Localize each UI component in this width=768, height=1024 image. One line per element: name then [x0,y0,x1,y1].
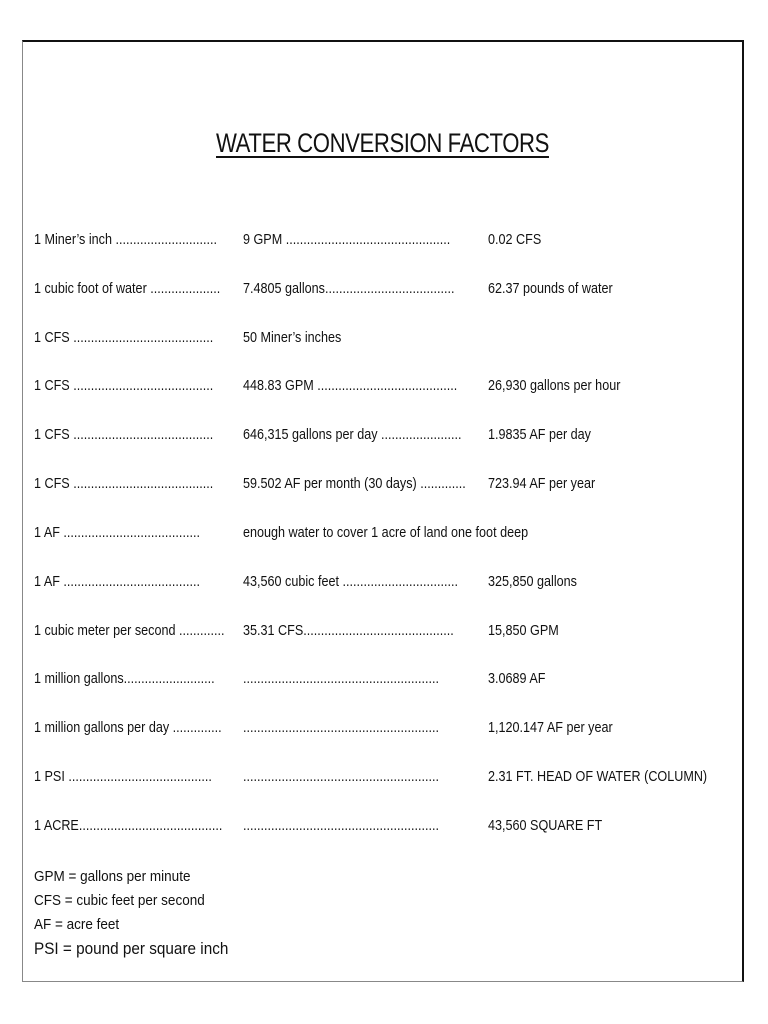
row-unit: 1 cubic foot of water .................... [34,280,221,297]
table-row [23,280,742,300]
row-equivalent: 9 GPM ............................................... [243,231,451,248]
table-row [23,329,742,349]
table-row [23,573,742,593]
row-equivalent-alt: 0.02 CFS [488,231,542,248]
row-unit: 1 ACRE......................................... [34,817,223,834]
row-unit: 1 cubic meter per second ............. [34,622,225,639]
legend-item: AF = acre feet [34,916,120,933]
abbreviation-legend [34,865,250,961]
table-row [23,817,742,837]
row-unit: 1 AF ....................................... [34,573,200,590]
table-row [23,426,742,446]
table-row [23,475,742,495]
legend-item: PSI = pound per square inch [34,939,229,958]
row-unit: 1 Miner’s inch ............................. [34,231,218,248]
table-row [23,231,742,251]
row-equivalent-alt: 325,850 gallons [488,573,577,590]
row-equivalent-alt: 1,120.147 AF per year [488,719,613,736]
row-equivalent-alt: 3.0689 AF [488,670,546,687]
row-equivalent: 43,560 cubic feet ................................. [243,573,459,590]
legend-item: GPM = gallons per minute [34,868,191,885]
row-unit: 1 CFS ........................................ [34,329,214,346]
row-unit: 1 CFS ........................................ [34,377,214,394]
row-equivalent: 448.83 GPM ........................................ [243,377,458,394]
row-unit: 1 million gallons per day .............. [34,719,222,736]
row-equivalent: 50 Miner’s inches [243,329,342,346]
row-unit: 1 CFS ........................................ [34,475,214,492]
document-page [22,40,744,982]
row-equivalent: 7.4805 gallons..................................... [243,280,455,297]
row-unit: 1 PSI ......................................... [34,768,212,785]
table-row [23,719,742,739]
row-equivalent: 35.31 CFS........................................... [243,622,454,639]
table-row [23,377,742,397]
row-equivalent-alt: 62.37 pounds of water [488,280,613,297]
row-equivalent-alt: 723.94 AF per year [488,475,596,492]
row-unit: 1 AF ....................................... [34,524,200,541]
page-title: WATER CONVERSION FACTORS [216,128,549,158]
row-equivalent: 59.502 AF per month (30 days) ............. [243,475,466,492]
row-unit: 1 CFS ........................................ [34,426,214,443]
row-equivalent-alt: 2.31 FT. HEAD OF WATER (COLUMN) [488,768,708,785]
table-row [23,622,742,642]
row-equivalent-alt: 26,930 gallons per hour [488,377,621,394]
row-equivalent: ........................................................ [243,768,440,785]
row-equivalent-alt: 1.9835 AF per day [488,426,591,443]
row-equivalent: ........................................................ [243,817,440,834]
row-equivalent: 646,315 gallons per day ....................... [243,426,462,443]
row-unit: 1 million gallons.......................... [34,670,215,687]
table-row [23,670,742,690]
row-equivalent-alt: 43,560 SQUARE FT [488,817,603,834]
row-equivalent: ........................................................ [243,719,440,736]
row-equivalent: enough water to cover 1 acre of land one foot deep [243,524,529,541]
row-equivalent: ........................................................ [243,670,440,687]
table-row [23,768,742,788]
legend-item: CFS = cubic feet per second [34,892,205,909]
table-row [23,524,742,544]
row-equivalent-alt: 15,850 GPM [488,622,559,639]
